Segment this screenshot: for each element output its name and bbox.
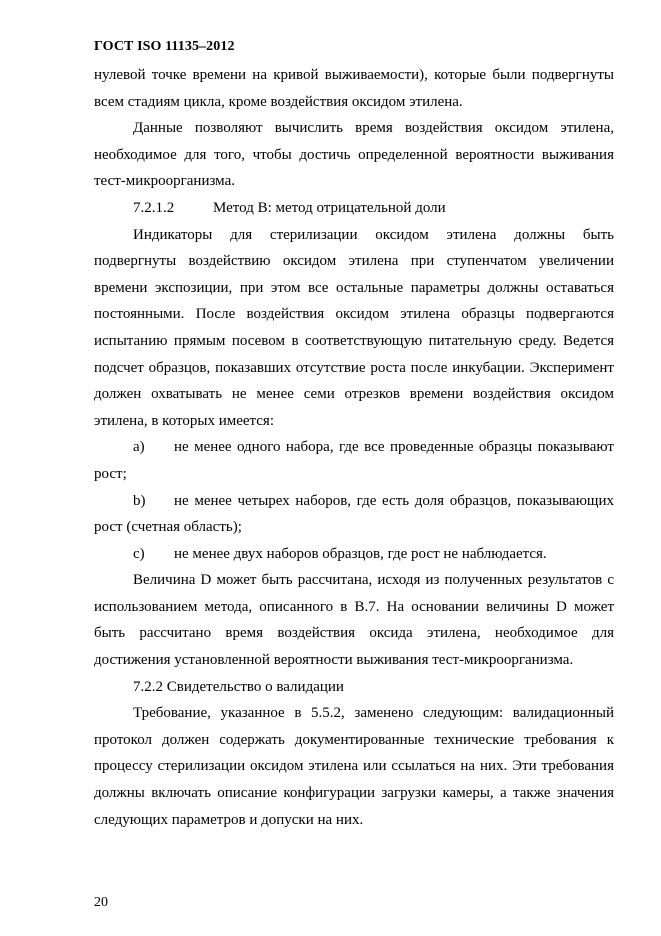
list-item-text: не менее четырех наборов, где есть доля образцов, показывающих рост (счетная область); [94,492,614,536]
list-item-text: не менее двух наборов образцов, где рост не наблюдается. [174,545,547,562]
paragraph-indicators: Индикаторы для стерилизации оксидом этилена должны быть подвергнуты воздействию оксидом этилена при ступенчатом увеличении времени экспозиции, при этом все остальные параметры должны оставаться постоянными. После воздействия оксидом этилена образцы подвергаются испытанию прямым посевом в соответствующую питательную среду. Ведется подсчет образцов, показавших отсутствие роста после инкубации. Эксперимент должен охватывать не менее семи отрезков времени воздействия оксидом этилена, в которых имеется: [94,226,614,429]
document-header: ГОСТ ISO 11135–2012 [94,39,235,54]
page-number: 20 [94,895,108,910]
list-marker: c) [133,545,145,562]
list-item-b [94,488,614,541]
list-item-text: не менее одного набора, где все проведенные образцы показывают рост; [94,439,614,482]
list-marker: b) [133,492,146,509]
document-body [94,62,614,833]
section-heading-7-2-2: 7.2.2 Свидетельство о валидации [133,678,344,695]
list-item-a [94,434,614,487]
paragraph-data-allow: Данные позволяют вычислить время воздействия оксидом этилена, необходимое для того, чтобы достичь определенной вероятности выживания тест-микроорганизма. [94,120,614,190]
paragraph-continuation: нулевой точке времени на кривой выживаемости), которые были подвергнуты всем стадиям цикла, кроме воздействия оксидом этилена. [94,67,614,110]
list-marker: a) [133,439,145,456]
paragraph-d-value: Величина D может быть рассчитана, исходя из полученных результатов с использованием метода, описанного в В.7. На основании величины D может быть рассчитано время воздействия оксида этилена, необходимое для достижения установленной вероятности выживания тест-микроорганизма. [94,572,614,669]
section-heading-7-2-1-2 [94,195,614,222]
paragraph-requirement: Требование, указанное в 5.5.2, заменено следующим: валидационный протокол должен содержать документированные технические требования к процессу стерилизации оксидом этилена или ссылаться на них. Эти требования должны включать описание конфигурации загрузки камеры, а также значения следующих параметров и допуски на них. [94,705,614,828]
section-number: 7.2.1.2 [133,199,175,216]
section-title: Метод В: метод отрицательной доли [213,199,446,216]
list-item-c [94,541,614,568]
